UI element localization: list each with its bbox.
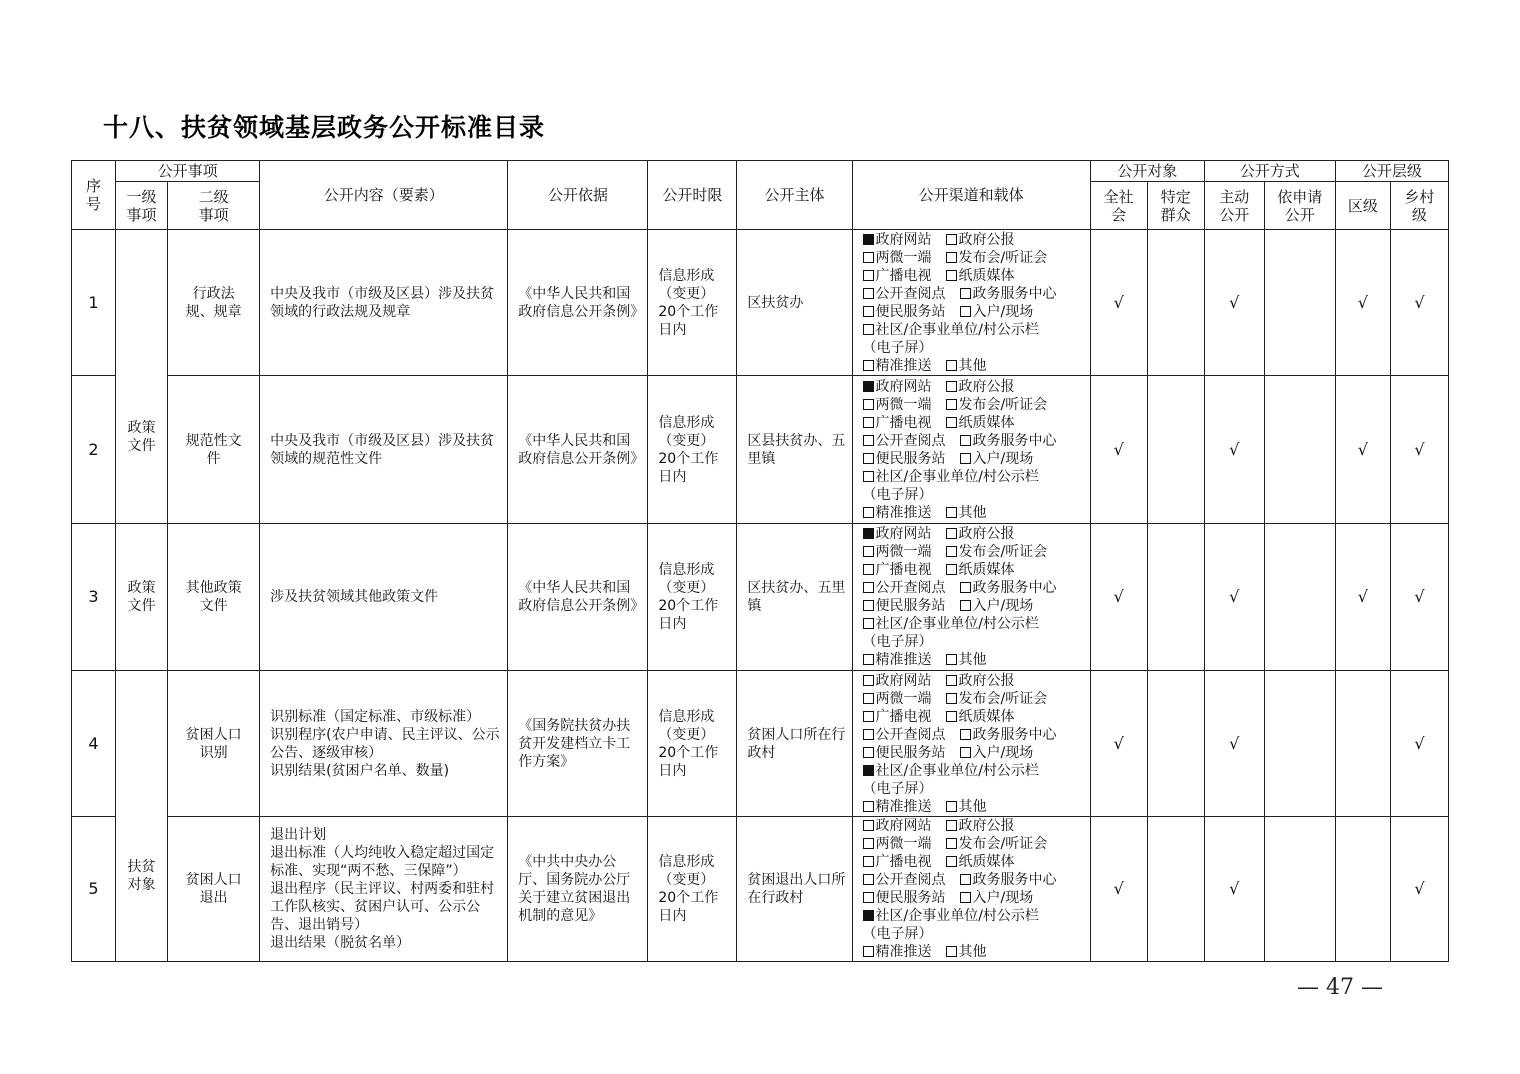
channel-line xyxy=(863,651,1090,669)
channel-label-community: 社区/企事业单位/村公示栏 xyxy=(875,616,1039,632)
header-method: 公开方式 xyxy=(1204,161,1335,182)
channel-label-gov_site: 政府网站 xyxy=(875,526,932,542)
channel-label-gov_gazette: 政府公报 xyxy=(958,378,1015,395)
channel-line xyxy=(863,357,1090,375)
row-level2: 贫困人口 退出 xyxy=(168,817,260,962)
row-content: 中央及我市（市级及区县）涉及扶贫领域的行政法规及规章 xyxy=(260,230,508,376)
header-target-all: 全社 会 xyxy=(1090,182,1147,230)
channel-label-broadcast: 广播电视 xyxy=(875,854,932,870)
checkbox-gov_gazette xyxy=(946,820,957,831)
checkbox-service_center xyxy=(960,874,971,885)
checkbox-paper xyxy=(946,270,957,281)
channel-label-reading_point: 公开查阅点 xyxy=(875,285,946,302)
channel-line xyxy=(863,468,1090,486)
checkbox-two_micro xyxy=(863,252,874,263)
channel-label-press: 发布会/听证会 xyxy=(958,690,1048,707)
channel-line xyxy=(863,762,1090,780)
channel-line xyxy=(863,615,1090,633)
channel-label-paper: 纸质媒体 xyxy=(958,414,1015,431)
mark-district: √ xyxy=(1335,230,1390,376)
checkbox-two_micro xyxy=(863,546,874,557)
channel-label-precise: 精准推送 xyxy=(875,357,932,374)
channel-line xyxy=(863,321,1090,339)
channel-line xyxy=(863,907,1090,925)
channel-label-community: 社区/企事业单位/村公示栏 xyxy=(875,762,1039,779)
row-channels xyxy=(852,671,1090,817)
catalog-table xyxy=(71,160,1449,962)
row-basis: 《中共中央办公厅、国务院办公厅关于建立贫困退出机制的意见》 xyxy=(508,817,648,962)
checkbox-reading_point xyxy=(863,874,874,885)
checkbox-two_micro xyxy=(863,838,874,849)
channel-label-broadcast: 广播电视 xyxy=(875,708,932,725)
channel-label-other: 其他 xyxy=(958,652,987,668)
channel-label-press: 发布会/听证会 xyxy=(958,396,1048,413)
channel-label-gov_gazette: 政府公报 xyxy=(958,526,1015,542)
checkbox-precise xyxy=(863,946,874,957)
row-basis: 《中华人民共和国政府信息公开条例》 xyxy=(508,376,648,524)
checkbox-press xyxy=(946,838,957,849)
mark-village: √ xyxy=(1390,524,1448,671)
channel-label-two_micro: 两微一端 xyxy=(875,249,932,266)
mark-specific-group xyxy=(1147,671,1204,817)
checkbox-broadcast xyxy=(863,711,874,722)
header-target-specific: 特定 群众 xyxy=(1147,182,1204,230)
mark-on-request xyxy=(1264,524,1335,671)
row-level2: 规范性文 件 xyxy=(168,376,260,524)
channel-label-community: 社区/企事业单位/村公示栏 xyxy=(875,468,1039,485)
row-seq: 2 xyxy=(72,376,116,524)
channel-label-two_micro: 两微一端 xyxy=(875,836,932,852)
channel-label-convenience: 便民服务站 xyxy=(875,450,946,467)
mark-district xyxy=(1335,817,1390,962)
checkbox-community xyxy=(863,471,874,482)
mark-district xyxy=(1335,671,1390,817)
header-content: 公开内容（要素） xyxy=(260,161,508,230)
checkbox-press xyxy=(946,399,957,410)
row-basis: 《中华人民共和国政府信息公开条例》 xyxy=(508,230,648,376)
checkbox-press xyxy=(946,252,957,263)
checkbox-gov_site xyxy=(863,234,874,245)
mark-specific-group xyxy=(1147,524,1204,671)
channel-label-other: 其他 xyxy=(958,357,987,374)
row-channels xyxy=(852,524,1090,671)
channel-line xyxy=(863,432,1090,450)
channel-line xyxy=(863,450,1090,468)
row-level2: 行政法 规、规章 xyxy=(168,230,260,376)
mark-all-society: √ xyxy=(1090,671,1147,817)
header-time-limit: 公开时限 xyxy=(648,161,737,230)
channel-line xyxy=(863,267,1090,285)
row-time-limit: 信息形成（变更）20个工作日内 xyxy=(648,376,737,524)
checkbox-paper xyxy=(946,711,957,722)
channel-label-press: 发布会/听证会 xyxy=(958,544,1048,560)
channel-label-service_center: 政务服务中心 xyxy=(972,872,1057,888)
channel-label-gov_gazette: 政府公报 xyxy=(958,231,1015,248)
channel-label-reading_point: 公开查阅点 xyxy=(875,432,946,449)
header-level-district: 区级 xyxy=(1335,182,1390,230)
channel-line xyxy=(863,690,1090,708)
table-row xyxy=(72,671,1449,817)
header-level-village: 乡村 级 xyxy=(1390,182,1448,230)
channel-line xyxy=(863,853,1090,871)
checkbox-reading_point xyxy=(863,288,874,299)
checkbox-gov_gazette xyxy=(946,234,957,245)
channel-line xyxy=(863,285,1090,303)
channel-label-gov_site: 政府网站 xyxy=(875,818,932,834)
header-level2: 二级 事项 xyxy=(168,182,260,230)
row-subject: 贫困人口所在行政村 xyxy=(737,671,852,817)
checkbox-precise xyxy=(863,654,874,665)
checkbox-other xyxy=(946,946,957,957)
channel-label-community: 社区/企事业单位/村公示栏 xyxy=(875,321,1039,338)
header-method-active: 主动 公开 xyxy=(1204,182,1264,230)
channel-line xyxy=(863,708,1090,726)
channel-line xyxy=(863,525,1090,543)
checkbox-door xyxy=(960,600,971,611)
row-time-limit: 信息形成（变更）20个工作日内 xyxy=(648,817,737,962)
row-content: 退出计划 退出标准（人均纯收入稳定超过国定标准、实现“两不愁、三保障”） 退出程序（民主评议、村两委和驻村工作队核实、贫困户认可、公示公告、退出销号） 退出结果（脱贫名单） xyxy=(260,817,508,962)
channel-label-precise: 精准推送 xyxy=(875,504,932,521)
channel-line xyxy=(863,798,1090,816)
channel-line xyxy=(863,835,1090,853)
mark-specific-group xyxy=(1147,376,1204,524)
channel-label-reading_point: 公开查阅点 xyxy=(875,580,946,596)
checkbox-gov_gazette xyxy=(946,675,957,686)
table-row xyxy=(72,376,1449,524)
channel-label-precise: 精准推送 xyxy=(875,798,932,815)
checkbox-precise xyxy=(863,360,874,371)
header-channels: 公开渠道和载体 xyxy=(852,161,1090,230)
checkbox-precise xyxy=(863,507,874,518)
channel-label-paper: 纸质媒体 xyxy=(958,562,1015,578)
mark-all-society: √ xyxy=(1090,376,1147,524)
channel-line xyxy=(863,579,1090,597)
checkbox-gov_site xyxy=(863,381,874,392)
channel-label-precise: 精准推送 xyxy=(875,652,932,668)
mark-on-request xyxy=(1264,817,1335,962)
mark-active: √ xyxy=(1204,230,1264,376)
header-public-matters: 公开事项 xyxy=(116,161,260,182)
mark-village: √ xyxy=(1390,817,1448,962)
channel-label-other: 其他 xyxy=(958,944,987,960)
row-subject: 区扶贫办、五里镇 xyxy=(737,524,852,671)
channel-line xyxy=(863,889,1090,907)
checkbox-press xyxy=(946,546,957,557)
checkbox-other xyxy=(946,507,957,518)
checkbox-broadcast xyxy=(863,564,874,575)
channel-line xyxy=(863,744,1090,762)
header-level1: 一级 事项 xyxy=(116,182,168,230)
checkbox-convenience xyxy=(863,306,874,317)
row-seq: 4 xyxy=(72,671,116,817)
channel-label-press: 发布会/听证会 xyxy=(958,836,1048,852)
checkbox-community xyxy=(863,618,874,629)
channel-label-door: 入户/现场 xyxy=(972,744,1034,761)
channel-label-convenience: 便民服务站 xyxy=(875,598,946,614)
channel-label-door: 入户/现场 xyxy=(972,450,1034,467)
mark-all-society: √ xyxy=(1090,230,1147,376)
channel-line xyxy=(863,817,1090,835)
channel-line xyxy=(863,672,1090,690)
channel-label-precise: 精准推送 xyxy=(875,944,932,960)
checkbox-convenience xyxy=(863,600,874,611)
channel-line xyxy=(863,543,1090,561)
page-title: 十八、扶贫领域基层政务公开标准目录 xyxy=(103,113,546,142)
row-time-limit: 信息形成（变更）20个工作日内 xyxy=(648,524,737,671)
header-target: 公开对象 xyxy=(1090,161,1204,182)
channel-label-door: 入户/现场 xyxy=(972,598,1034,614)
table-row xyxy=(72,230,1449,376)
checkbox-gov_gazette xyxy=(946,528,957,539)
mark-district: √ xyxy=(1335,524,1390,671)
row-content: 识别标准（国定标准、市级标准） 识别程序(农户申请、民主评议、公示公告、逐级审核） 识别结果(贫困户名单、数量) xyxy=(260,671,508,817)
row-content: 中央及我市（市级及区县）涉及扶贫领域的规范性文件 xyxy=(260,376,508,524)
channel-line xyxy=(863,504,1090,522)
channel-label-press: 发布会/听证会 xyxy=(958,249,1048,266)
row-subject: 区县扶贫办、五里镇 xyxy=(737,376,852,524)
mark-all-society: √ xyxy=(1090,817,1147,962)
channel-label-screen: （电子屏） xyxy=(862,926,933,942)
channel-label-broadcast: 广播电视 xyxy=(875,562,932,578)
mark-specific-group xyxy=(1147,230,1204,376)
checkbox-community xyxy=(863,324,874,335)
channel-label-convenience: 便民服务站 xyxy=(875,744,946,761)
channel-line xyxy=(863,726,1090,744)
channel-label-paper: 纸质媒体 xyxy=(958,267,1015,284)
channel-line xyxy=(863,943,1090,961)
checkbox-press xyxy=(946,693,957,704)
channel-line xyxy=(863,597,1090,615)
channel-label-screen: （电子屏） xyxy=(862,780,933,797)
checkbox-paper xyxy=(946,417,957,428)
channel-line xyxy=(863,925,1090,943)
row-level2: 其他政策 文件 xyxy=(168,524,260,671)
channel-label-gov_site: 政府网站 xyxy=(875,672,932,689)
channel-label-community: 社区/企事业单位/村公示栏 xyxy=(875,908,1039,924)
checkbox-reading_point xyxy=(863,729,874,740)
checkbox-gov_site xyxy=(863,528,874,539)
table-row xyxy=(72,524,1449,671)
row-seq: 1 xyxy=(72,230,116,376)
channel-label-two_micro: 两微一端 xyxy=(875,544,932,560)
checkbox-paper xyxy=(946,856,957,867)
level1-poverty: 扶贫 对象 xyxy=(116,671,168,962)
checkbox-community xyxy=(863,910,874,921)
channel-label-service_center: 政务服务中心 xyxy=(972,432,1057,449)
channel-label-two_micro: 两微一端 xyxy=(875,396,932,413)
checkbox-community xyxy=(863,765,874,776)
mark-village: √ xyxy=(1390,671,1448,817)
row-channels xyxy=(852,376,1090,524)
checkbox-convenience xyxy=(863,892,874,903)
mark-active: √ xyxy=(1204,671,1264,817)
channel-line xyxy=(863,396,1090,414)
row-seq: 5 xyxy=(72,817,116,962)
checkbox-service_center xyxy=(960,729,971,740)
mark-active: √ xyxy=(1204,376,1264,524)
checkbox-convenience xyxy=(863,453,874,464)
channel-label-service_center: 政务服务中心 xyxy=(972,285,1057,302)
channel-line xyxy=(863,339,1090,357)
page-number: — 47 — xyxy=(1297,975,1383,1000)
channel-label-convenience: 便民服务站 xyxy=(875,303,946,320)
row-channels xyxy=(852,817,1090,962)
channel-line xyxy=(863,780,1090,798)
channel-line xyxy=(863,231,1090,249)
row-content: 涉及扶贫领域其他政策文件 xyxy=(260,524,508,671)
channel-label-reading_point: 公开查阅点 xyxy=(875,726,946,743)
checkbox-service_center xyxy=(960,288,971,299)
header-seq-text: 序 号 xyxy=(86,177,102,213)
header-subject: 公开主体 xyxy=(737,161,852,230)
channel-label-door: 入户/现场 xyxy=(972,303,1034,320)
checkbox-gov_site xyxy=(863,820,874,831)
channel-line xyxy=(863,486,1090,504)
channel-label-service_center: 政务服务中心 xyxy=(972,726,1057,743)
channel-label-paper: 纸质媒体 xyxy=(958,854,1015,870)
checkbox-two_micro xyxy=(863,693,874,704)
channel-line xyxy=(863,303,1090,321)
channel-label-broadcast: 广播电视 xyxy=(875,414,932,431)
channel-label-screen: （电子屏） xyxy=(862,634,933,650)
row-level2: 贫困人口 识别 xyxy=(168,671,260,817)
channel-line xyxy=(863,378,1090,396)
row-channels xyxy=(852,230,1090,376)
checkbox-precise xyxy=(863,801,874,812)
checkbox-door xyxy=(960,747,971,758)
row-time-limit: 信息形成（变更）20个工作日内 xyxy=(648,671,737,817)
checkbox-broadcast xyxy=(863,270,874,281)
channel-label-screen: （电子屏） xyxy=(862,339,933,356)
checkbox-service_center xyxy=(960,435,971,446)
channel-label-gov_site: 政府网站 xyxy=(875,231,932,248)
checkbox-other xyxy=(946,360,957,371)
row-seq: 3 xyxy=(72,524,116,671)
channel-label-reading_point: 公开查阅点 xyxy=(875,872,946,888)
mark-village: √ xyxy=(1390,230,1448,376)
channel-line xyxy=(863,633,1090,651)
mark-all-society: √ xyxy=(1090,524,1147,671)
channel-label-service_center: 政务服务中心 xyxy=(972,580,1057,596)
checkbox-door xyxy=(960,306,971,317)
channel-label-door: 入户/现场 xyxy=(972,890,1034,906)
mark-on-request xyxy=(1264,230,1335,376)
row-time-limit: 信息形成（变更）20个工作日内 xyxy=(648,230,737,376)
mark-on-request xyxy=(1264,671,1335,817)
header-basis: 公开依据 xyxy=(508,161,648,230)
checkbox-gov_gazette xyxy=(946,381,957,392)
channel-label-gov_gazette: 政府公报 xyxy=(958,672,1015,689)
row-subject: 区扶贫办 xyxy=(737,230,852,376)
level1-policy: 政策 文件 xyxy=(116,230,168,524)
channel-line xyxy=(863,249,1090,267)
channel-label-other: 其他 xyxy=(958,504,987,521)
channel-label-screen: （电子屏） xyxy=(862,486,933,503)
checkbox-other xyxy=(946,654,957,665)
row-basis: 《中华人民共和国政府信息公开条例》 xyxy=(508,524,648,671)
table-row xyxy=(72,817,1449,962)
channel-label-two_micro: 两微一端 xyxy=(875,690,932,707)
channel-label-other: 其他 xyxy=(958,798,987,815)
level1-policy: 政策 文件 xyxy=(116,524,168,671)
mark-specific-group xyxy=(1147,817,1204,962)
channel-label-broadcast: 广播电视 xyxy=(875,267,932,284)
checkbox-door xyxy=(960,453,971,464)
mark-district: √ xyxy=(1335,376,1390,524)
checkbox-broadcast xyxy=(863,856,874,867)
checkbox-reading_point xyxy=(863,582,874,593)
checkbox-paper xyxy=(946,564,957,575)
checkbox-gov_site xyxy=(863,675,874,686)
checkbox-door xyxy=(960,892,971,903)
mark-village: √ xyxy=(1390,376,1448,524)
channel-line xyxy=(863,414,1090,432)
header-seq xyxy=(72,161,116,230)
checkbox-other xyxy=(946,801,957,812)
channel-label-gov_site: 政府网站 xyxy=(875,378,932,395)
mark-active: √ xyxy=(1204,817,1264,962)
row-subject: 贫困退出人口所在行政村 xyxy=(737,817,852,962)
checkbox-broadcast xyxy=(863,417,874,428)
channel-label-paper: 纸质媒体 xyxy=(958,708,1015,725)
checkbox-convenience xyxy=(863,747,874,758)
row-basis: 《国务院扶贫办扶贫开发建档立卡工作方案》 xyxy=(508,671,648,817)
checkbox-service_center xyxy=(960,582,971,593)
mark-active: √ xyxy=(1204,524,1264,671)
channel-line xyxy=(863,871,1090,889)
channel-label-gov_gazette: 政府公报 xyxy=(958,818,1015,834)
header-method-request: 依申请 公开 xyxy=(1264,182,1335,230)
table-body xyxy=(72,230,1449,962)
channel-line xyxy=(863,561,1090,579)
header-level: 公开层级 xyxy=(1335,161,1448,182)
mark-on-request xyxy=(1264,376,1335,524)
checkbox-two_micro xyxy=(863,399,874,410)
checkbox-reading_point xyxy=(863,435,874,446)
channel-label-convenience: 便民服务站 xyxy=(875,890,946,906)
